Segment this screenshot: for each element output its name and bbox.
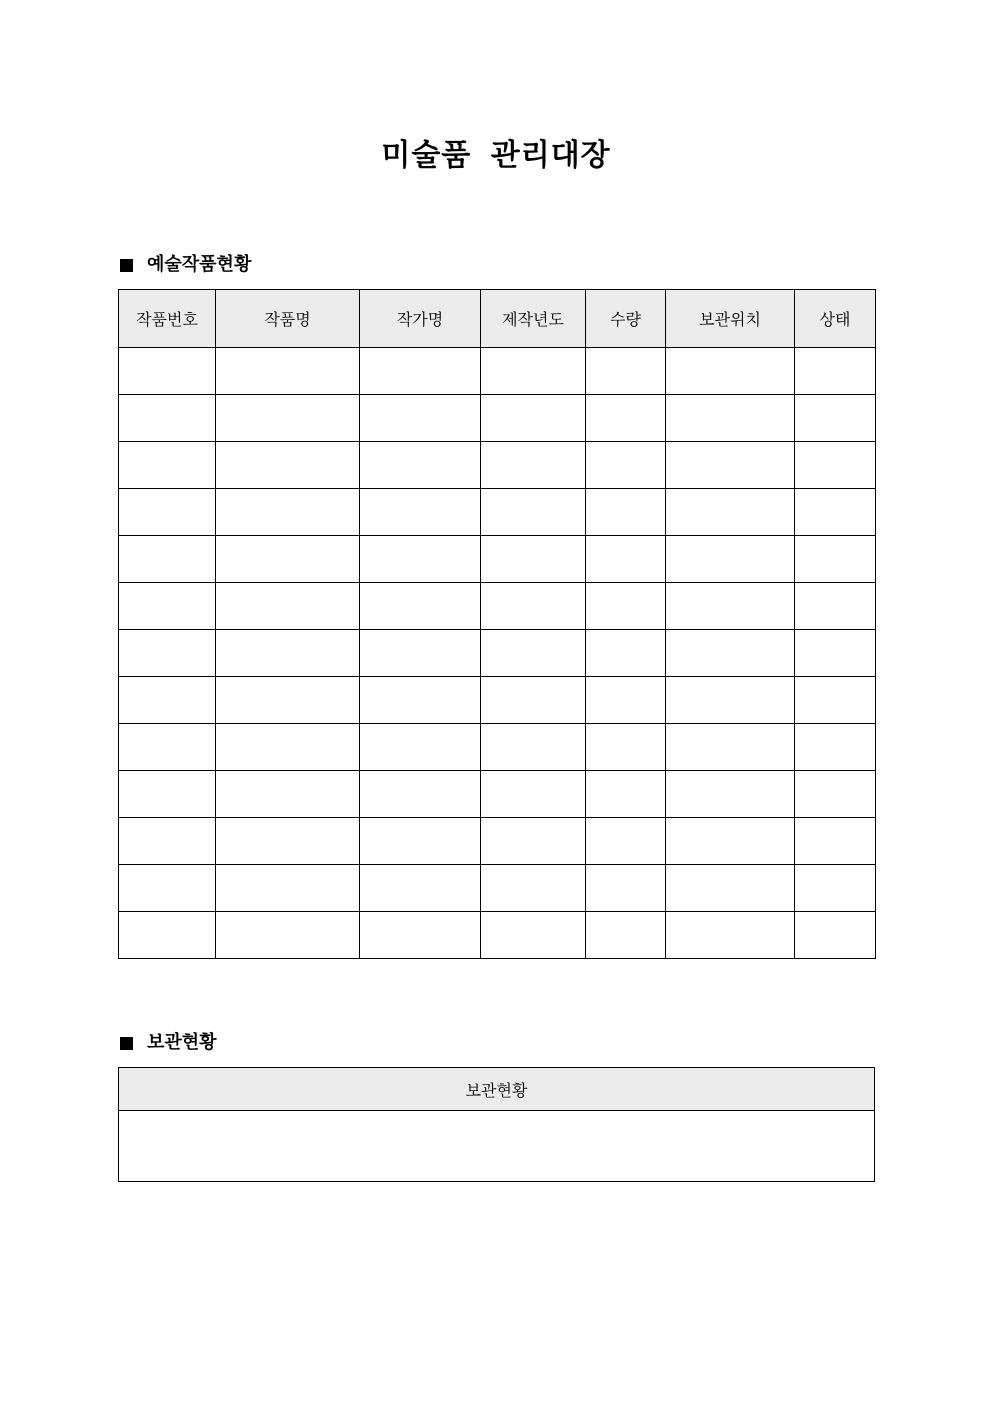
table-cell[interactable] xyxy=(360,724,481,771)
table-cell[interactable] xyxy=(586,442,666,489)
table-row xyxy=(119,677,876,724)
section-heading-label: 보관현황 xyxy=(147,1032,217,1053)
table-cell[interactable] xyxy=(666,583,795,630)
table-row xyxy=(119,583,876,630)
table-cell[interactable] xyxy=(216,348,360,395)
table-cell[interactable] xyxy=(666,536,795,583)
column-header-condition: 상태 xyxy=(795,290,876,348)
table-row xyxy=(119,1111,875,1182)
table-cell[interactable] xyxy=(360,630,481,677)
table-cell[interactable] xyxy=(119,348,216,395)
table-cell[interactable] xyxy=(216,583,360,630)
table-cell[interactable] xyxy=(586,677,666,724)
table-cell[interactable] xyxy=(481,583,586,630)
table-cell[interactable] xyxy=(795,536,876,583)
column-header-storage-status: 보관현황 xyxy=(119,1068,875,1111)
table-cell[interactable] xyxy=(360,442,481,489)
table-cell[interactable] xyxy=(119,395,216,442)
table-row xyxy=(119,818,876,865)
table-cell[interactable] xyxy=(666,912,795,959)
table-cell[interactable] xyxy=(216,818,360,865)
table-cell[interactable] xyxy=(795,442,876,489)
square-bullet-icon xyxy=(120,1037,133,1050)
column-header-artwork-number: 작품번호 xyxy=(119,290,216,348)
table-cell[interactable] xyxy=(360,912,481,959)
table-cell[interactable] xyxy=(586,818,666,865)
table-cell[interactable] xyxy=(216,630,360,677)
table-cell[interactable] xyxy=(586,771,666,818)
table-cell[interactable] xyxy=(481,536,586,583)
table-cell[interactable] xyxy=(360,536,481,583)
table-header-row xyxy=(119,1068,875,1111)
table-cell[interactable] xyxy=(216,677,360,724)
table-row xyxy=(119,536,876,583)
table-header-row xyxy=(119,290,876,348)
table-cell[interactable] xyxy=(481,724,586,771)
table-cell[interactable] xyxy=(481,865,586,912)
table-cell[interactable] xyxy=(216,442,360,489)
table-cell[interactable] xyxy=(666,865,795,912)
section-heading-artworks xyxy=(118,252,251,278)
table-row xyxy=(119,865,876,912)
table-cell[interactable] xyxy=(360,489,481,536)
table-row xyxy=(119,348,876,395)
table-row xyxy=(119,771,876,818)
table-cell[interactable] xyxy=(586,724,666,771)
table-cell[interactable] xyxy=(481,442,586,489)
table-cell[interactable] xyxy=(586,536,666,583)
table-cell[interactable] xyxy=(119,677,216,724)
table-cell[interactable] xyxy=(795,865,876,912)
table-cell[interactable] xyxy=(216,912,360,959)
column-header-artist-name: 작가명 xyxy=(360,290,481,348)
table-row xyxy=(119,442,876,489)
table-cell[interactable] xyxy=(481,630,586,677)
table-cell[interactable] xyxy=(586,583,666,630)
table-cell[interactable] xyxy=(119,724,216,771)
table-cell[interactable] xyxy=(795,818,876,865)
table-cell[interactable] xyxy=(795,630,876,677)
table-cell[interactable] xyxy=(216,771,360,818)
table-cell[interactable] xyxy=(586,348,666,395)
table-cell[interactable] xyxy=(666,489,795,536)
table-cell[interactable] xyxy=(481,489,586,536)
table-cell[interactable] xyxy=(360,677,481,724)
table-cell[interactable] xyxy=(119,865,216,912)
table-cell[interactable] xyxy=(360,348,481,395)
table-cell[interactable] xyxy=(666,677,795,724)
table-row xyxy=(119,489,876,536)
table-cell[interactable] xyxy=(666,771,795,818)
table-cell[interactable] xyxy=(119,442,216,489)
table-cell[interactable] xyxy=(795,771,876,818)
table-cell[interactable] xyxy=(216,865,360,912)
table-cell[interactable] xyxy=(360,771,481,818)
table-cell[interactable] xyxy=(119,630,216,677)
table-cell[interactable] xyxy=(481,771,586,818)
table-cell[interactable] xyxy=(795,348,876,395)
table-row xyxy=(119,912,876,959)
table-cell[interactable] xyxy=(795,912,876,959)
table-cell[interactable] xyxy=(119,912,216,959)
table-cell[interactable] xyxy=(481,395,586,442)
table-row xyxy=(119,630,876,677)
artwork-table xyxy=(118,289,876,959)
table-cell[interactable] xyxy=(666,395,795,442)
table-cell[interactable] xyxy=(795,583,876,630)
table-cell[interactable] xyxy=(360,395,481,442)
artwork-table-body xyxy=(119,348,876,959)
table-cell[interactable] xyxy=(481,912,586,959)
table-cell[interactable] xyxy=(481,348,586,395)
table-cell[interactable] xyxy=(795,395,876,442)
table-cell[interactable] xyxy=(586,489,666,536)
table-cell[interactable] xyxy=(586,630,666,677)
column-header-production-year: 제작년도 xyxy=(481,290,586,348)
table-cell[interactable] xyxy=(216,395,360,442)
table-cell[interactable] xyxy=(586,395,666,442)
table-cell[interactable] xyxy=(216,724,360,771)
table-cell[interactable] xyxy=(360,818,481,865)
table-cell[interactable] xyxy=(119,771,216,818)
table-cell[interactable] xyxy=(586,912,666,959)
table-cell[interactable] xyxy=(119,536,216,583)
table-cell[interactable] xyxy=(666,724,795,771)
table-cell[interactable] xyxy=(795,677,876,724)
table-cell[interactable] xyxy=(119,818,216,865)
table-cell[interactable] xyxy=(481,677,586,724)
table-cell[interactable] xyxy=(360,583,481,630)
table-cell[interactable] xyxy=(119,489,216,536)
table-cell[interactable] xyxy=(795,489,876,536)
column-header-quantity: 수량 xyxy=(586,290,666,348)
table-cell[interactable] xyxy=(360,865,481,912)
table-cell[interactable] xyxy=(216,536,360,583)
page-title: 미술품 관리대장 xyxy=(381,138,611,173)
table-cell[interactable] xyxy=(795,724,876,771)
table-row xyxy=(119,724,876,771)
storage-table xyxy=(118,1067,875,1182)
square-bullet-icon xyxy=(120,259,133,272)
table-cell[interactable] xyxy=(216,489,360,536)
table-cell[interactable] xyxy=(666,348,795,395)
column-header-artwork-name: 작품명 xyxy=(216,290,360,348)
section-heading-label: 예술작품현황 xyxy=(147,254,252,275)
table-cell[interactable] xyxy=(586,865,666,912)
table-row xyxy=(119,395,876,442)
section-heading-storage xyxy=(118,1030,217,1056)
table-cell[interactable] xyxy=(666,818,795,865)
table-cell[interactable] xyxy=(119,583,216,630)
column-header-storage-location: 보관위치 xyxy=(666,290,795,348)
table-cell[interactable] xyxy=(666,442,795,489)
storage-status-cell[interactable] xyxy=(119,1111,875,1182)
table-cell[interactable] xyxy=(666,630,795,677)
table-cell[interactable] xyxy=(481,818,586,865)
